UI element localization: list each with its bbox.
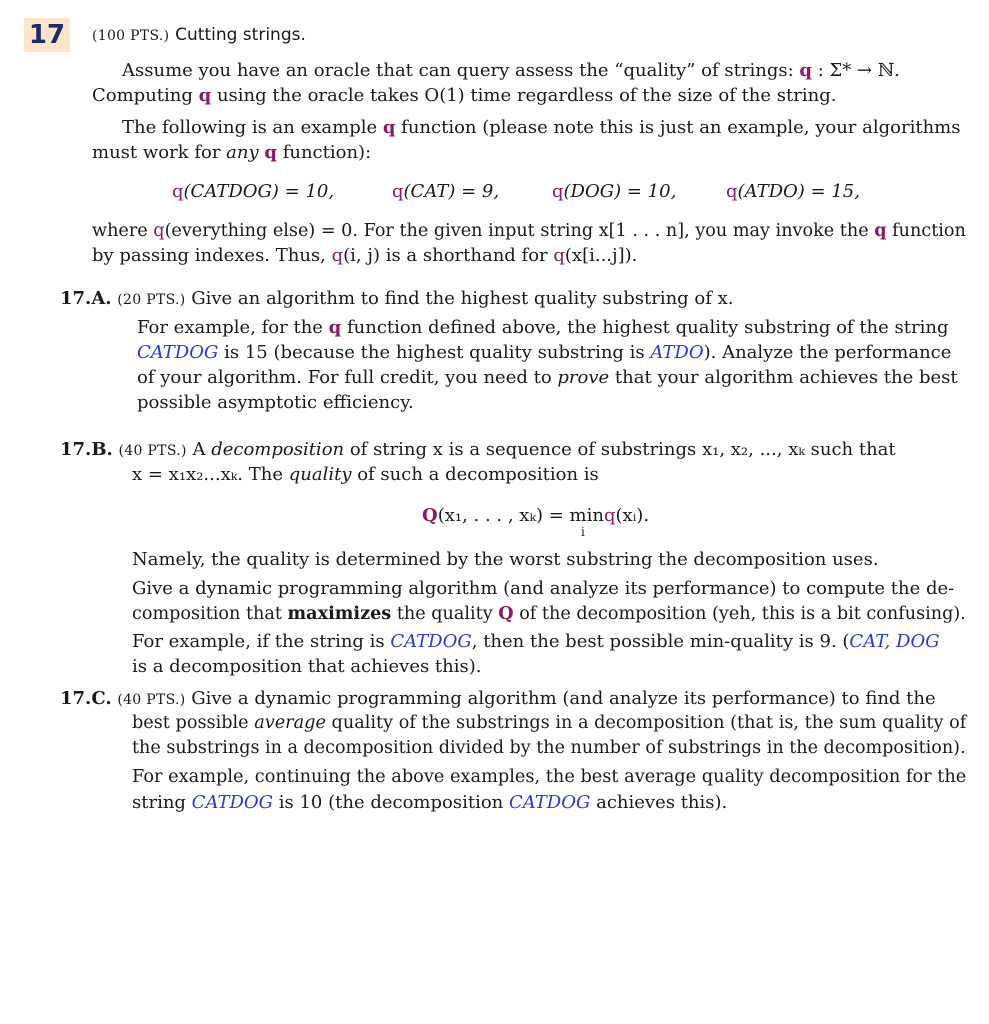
- part-c-line-3: the substrings in a decomposition divided by the number of substrings in the decomposition).: [132, 738, 966, 758]
- part-c-label: 17.C.: [60, 688, 112, 709]
- example-atdo: q(ATDO) = 15,: [726, 181, 860, 202]
- intro-line-3: The following is an example q function (please note this is just an example, your algorithms: [122, 117, 961, 138]
- quality-formula: Q(x₁, . . . , xₖ) = minq(xᵢ).: [422, 505, 650, 526]
- example-cat: q(CAT) = 9,: [392, 181, 500, 202]
- part-a-label: 17.A.: [60, 288, 112, 309]
- problem-points: (100 PTS.): [92, 28, 170, 44]
- part-a-line-4: of your algorithm. For full credit, you need to prove that your algorithm achieves the best: [137, 367, 958, 388]
- problem-title: Cutting strings.: [175, 25, 306, 45]
- part-b-line-4: Give a dynamic programming algorithm (and analyze its performance) to compute the de-: [132, 578, 955, 599]
- part-c-line-2: best possible average quality of the substrings in a decomposition (that is, the sum quality of: [132, 713, 967, 733]
- part-c-line-5: string CATDOG is 10 (the decomposition CATDOG achieves this).: [132, 792, 728, 813]
- part-a-line-1: 17.A. (20 PTS.) Give an algorithm to find the highest quality substring of x.: [60, 288, 734, 309]
- after-line-1: where q(everything else) = 0. For the given input string x[1 . . . n], you may invoke the q function: [92, 220, 966, 241]
- part-a-line-2: For example, for the q function defined above, the highest quality substring of the string: [137, 317, 949, 338]
- part-c-line-1: 17.C. (40 PTS.) Give a dynamic programming algorithm (and analyze its performance) to find the: [60, 688, 936, 709]
- part-b-line-2: x = x₁x₂...xₖ. The quality of such a decomposition is: [132, 464, 599, 485]
- intro-line-2: Computing q using the oracle takes O(1) time regardless of the size of the string.: [92, 85, 837, 106]
- example-dog: q(DOG) = 10,: [552, 181, 677, 202]
- part-a-line-3: CATDOG is 15 (because the highest quality substring is ATDO). Analyze the performance: [137, 342, 952, 363]
- intro-line-1: Assume you have an oracle that can query assess the “quality” of strings: q : Σ* → ℕ.: [122, 60, 900, 81]
- part-b-line-1: 17.B. (40 PTS.) A decomposition of string x is a sequence of substrings x₁, x₂, ..., xₖ such that: [60, 439, 896, 460]
- part-c-line-4: For example, continuing the above examples, the best average quality decomposition for the: [132, 767, 967, 787]
- intro-line-4: must work for any q function):: [92, 142, 372, 163]
- part-a-line-5: possible asymptotic efficiency.: [137, 392, 414, 413]
- problem-header: [92, 24, 306, 45]
- part-b-line-6: For example, if the string is CATDOG, then the best possible min-quality is 9. (CAT, DOG: [132, 631, 940, 652]
- part-b-line-5: composition that maximizes the quality Q of the decomposition (yeh, this is a bit confusing).: [132, 603, 966, 624]
- problem-number: 17: [24, 18, 70, 52]
- example-catdog: q(CATDOG) = 10,: [172, 181, 335, 202]
- part-b-line-3: Namely, the quality is determined by the worst substring the decomposition uses.: [132, 549, 879, 570]
- part-b-label: 17.B.: [60, 439, 113, 460]
- after-line-2: by passing indexes. Thus, q(i, j) is a shorthand for q(x[i...j]).: [92, 245, 638, 266]
- part-b-line-7: is a decomposition that achieves this).: [132, 656, 482, 677]
- formula-subscript: i: [581, 525, 585, 539]
